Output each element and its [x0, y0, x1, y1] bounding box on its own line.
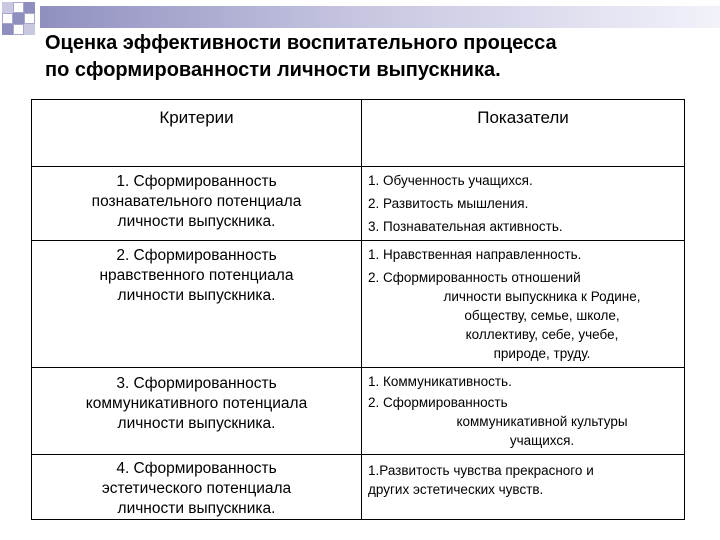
indicator-continuation: личности выпускника к Родине, обществу, семье, школе, коллективу, себе, учебе, природе, труду. — [443, 289, 641, 361]
criterion-cell — [32, 368, 362, 455]
header-gradient-bar — [40, 6, 720, 28]
criterion-text: 1. Сформированность познавательного потенциала личности выпускника. — [91, 173, 302, 230]
indicator-item: 3. Познавательная активность. — [368, 219, 563, 234]
deco-square — [2, 24, 13, 35]
table-header-row — [32, 100, 685, 167]
deco-square — [13, 13, 24, 24]
indicator-item: 1. Обученность учащихся. — [368, 173, 533, 188]
deco-square — [24, 13, 35, 24]
criterion-cell — [32, 241, 362, 368]
indicators-cell — [362, 241, 685, 368]
header-criteria: Критерии — [32, 100, 362, 167]
indicator-continuation: коммуникативной культуры учащихся. — [456, 414, 628, 448]
criterion-cell — [32, 167, 362, 241]
criterion-cell — [32, 455, 362, 520]
table-row — [32, 455, 685, 520]
criterion-text: 3. Сформированность коммуникативного потенциала личности выпускника. — [85, 375, 308, 432]
table-row — [32, 368, 685, 455]
indicator-item: 2. Сформированность — [368, 395, 508, 410]
deco-square — [2, 2, 13, 13]
criteria-table — [31, 99, 685, 520]
table-row — [32, 167, 685, 241]
criterion-text: 4. Сформированность эстетического потенциала личности выпускника. — [101, 460, 292, 517]
indicator-item: 2. Сформированность отношений — [368, 270, 581, 285]
deco-square — [24, 24, 35, 35]
indicator-item: 1.Развитость чувства прекрасного и других эстетических чувств. — [368, 463, 594, 497]
indicators-cell — [362, 455, 685, 520]
indicators-cell — [362, 368, 685, 455]
deco-square — [2, 13, 13, 24]
deco-square — [24, 2, 35, 13]
header-indicators: Показатели — [362, 100, 685, 167]
slide-title: Оценка эффективности воспитательного процесса по сформированности личности выпускника. — [45, 32, 557, 81]
indicator-item: 2. Развитость мышления. — [368, 196, 529, 211]
deco-square — [13, 24, 24, 35]
indicator-item: 1. Нравственная направленность. — [368, 247, 582, 262]
table-row — [32, 241, 685, 368]
indicators-cell — [362, 167, 685, 241]
criterion-text: 2. Сформированность нравственного потенциала личности выпускника. — [99, 247, 294, 304]
deco-square — [13, 2, 24, 13]
indicator-item: 1. Коммуникативность. — [368, 374, 512, 389]
